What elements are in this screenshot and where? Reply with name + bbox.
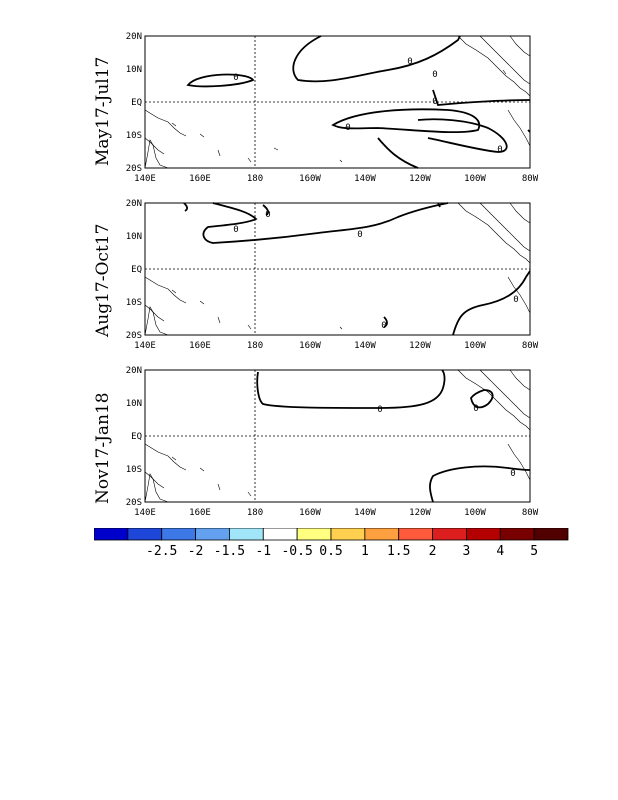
x-tick: 180 (246, 174, 264, 184)
colorbar-label: -2.5 (146, 544, 178, 559)
contour-label: 0 (473, 404, 479, 414)
contour-label: 0 (513, 295, 519, 305)
contour-labels (233, 210, 518, 331)
contour-label: 0 (377, 405, 383, 415)
x-tick: 80W (521, 341, 539, 351)
contour-label: 0 (407, 57, 413, 67)
y-tick: 20S (125, 164, 142, 174)
colorbar-swatch (94, 528, 128, 540)
panel-2-period-label: Aug17-Oct17 (93, 223, 113, 337)
contour-label: 0 (510, 469, 516, 479)
colorbar-label: 1 (360, 544, 369, 559)
panel-1-period-label: May17-Jul17 (93, 56, 113, 166)
y-tick: EQ (131, 265, 142, 275)
contour-label: 0 (265, 210, 271, 220)
x-tick: 100W (464, 174, 486, 184)
y-tick: 10N (125, 65, 142, 75)
contour-label: 0 (233, 73, 239, 83)
colorbar-swatch (196, 528, 230, 540)
colorbar-svg (94, 528, 574, 564)
colorbar-label: 5 (530, 544, 539, 559)
contour-labels (377, 404, 515, 479)
colorbar-swatch (534, 528, 568, 540)
x-tick: 100W (464, 341, 486, 351)
x-tick: 120W (409, 508, 431, 518)
panel-3-period-label: Nov17-Jan18 (93, 392, 113, 504)
x-tick: 140W (354, 341, 376, 351)
contour-label: 0 (381, 321, 387, 331)
colorbar-label: 2 (428, 544, 437, 559)
y-tick: 10S (125, 298, 142, 308)
x-tick: 160E (189, 174, 211, 184)
y-tick: 10N (125, 232, 142, 242)
y-tick: 20N (125, 32, 142, 42)
x-tick: 120W (409, 341, 431, 351)
x-tick: 180 (246, 341, 264, 351)
colorbar-swatch (331, 528, 365, 540)
colorbar-label: -2 (187, 544, 204, 559)
map-panel-3 (88, 364, 543, 529)
x-tick: 80W (521, 508, 539, 518)
contour-label: 0 (432, 70, 438, 80)
x-tick: 120W (409, 174, 431, 184)
colorbar-swatch (128, 528, 162, 540)
y-axis-ticks (126, 366, 142, 508)
contour-label: 0 (497, 145, 503, 155)
y-tick: 20S (125, 498, 142, 508)
colorbar-swatch (229, 528, 263, 540)
x-tick: 80W (521, 174, 539, 184)
colorbar-label: 3 (462, 544, 471, 559)
colorbar-swatch (500, 528, 534, 540)
y-tick: 10N (125, 399, 142, 409)
map-panel-2 (88, 197, 543, 362)
colorbar-label: -0.5 (281, 544, 313, 559)
y-tick: EQ (131, 432, 142, 442)
colorbar-swatch (433, 528, 467, 540)
colorbar-label: -1.5 (213, 544, 246, 559)
y-axis-ticks (126, 32, 142, 174)
y-tick: 10S (125, 465, 142, 475)
x-tick: 160W (299, 508, 321, 518)
x-tick: 100W (464, 508, 486, 518)
contour-label: 0 (233, 225, 239, 235)
colorbar (94, 528, 574, 569)
colorbar-swatch (365, 528, 399, 540)
y-tick: EQ (131, 98, 142, 108)
colorbar-label: -1 (255, 544, 272, 559)
contour-label: 0 (432, 97, 438, 107)
y-tick: 10S (125, 131, 142, 141)
colorbar-boxes (94, 528, 568, 540)
colorbar-swatch (263, 528, 297, 540)
map-panel-2-svg (88, 197, 543, 357)
colorbar-labels (146, 544, 538, 559)
contour-label: 0 (345, 123, 351, 133)
contour-labels (233, 57, 502, 155)
map-panel-3-svg (88, 364, 543, 524)
x-axis-ticks (134, 341, 539, 351)
y-tick: 20N (125, 199, 142, 209)
colorbar-label: 0.5 (319, 544, 343, 559)
map-panel-1-svg (88, 30, 543, 190)
y-axis-ticks (126, 199, 142, 341)
colorbar-label: 4 (496, 544, 505, 559)
contour-label: 0 (357, 230, 363, 240)
colorbar-swatch (399, 528, 433, 540)
x-axis-ticks (134, 508, 539, 518)
map-panel-1 (88, 30, 543, 195)
y-tick: 20S (125, 331, 142, 341)
colorbar-label: 1.5 (386, 544, 411, 559)
x-tick: 180 (246, 508, 264, 518)
x-tick: 160W (299, 174, 321, 184)
y-tick: 20N (125, 366, 142, 376)
colorbar-swatch (466, 528, 500, 540)
x-tick: 140W (354, 508, 376, 518)
colorbar-swatch (297, 528, 331, 540)
x-tick: 140E (134, 508, 156, 518)
x-tick: 140E (134, 341, 156, 351)
x-tick: 160E (189, 508, 211, 518)
x-axis-ticks (134, 174, 539, 184)
x-tick: 160E (189, 341, 211, 351)
x-tick: 140E (134, 174, 156, 184)
x-tick: 140W (354, 174, 376, 184)
colorbar-swatch (162, 528, 196, 540)
x-tick: 160W (299, 341, 321, 351)
